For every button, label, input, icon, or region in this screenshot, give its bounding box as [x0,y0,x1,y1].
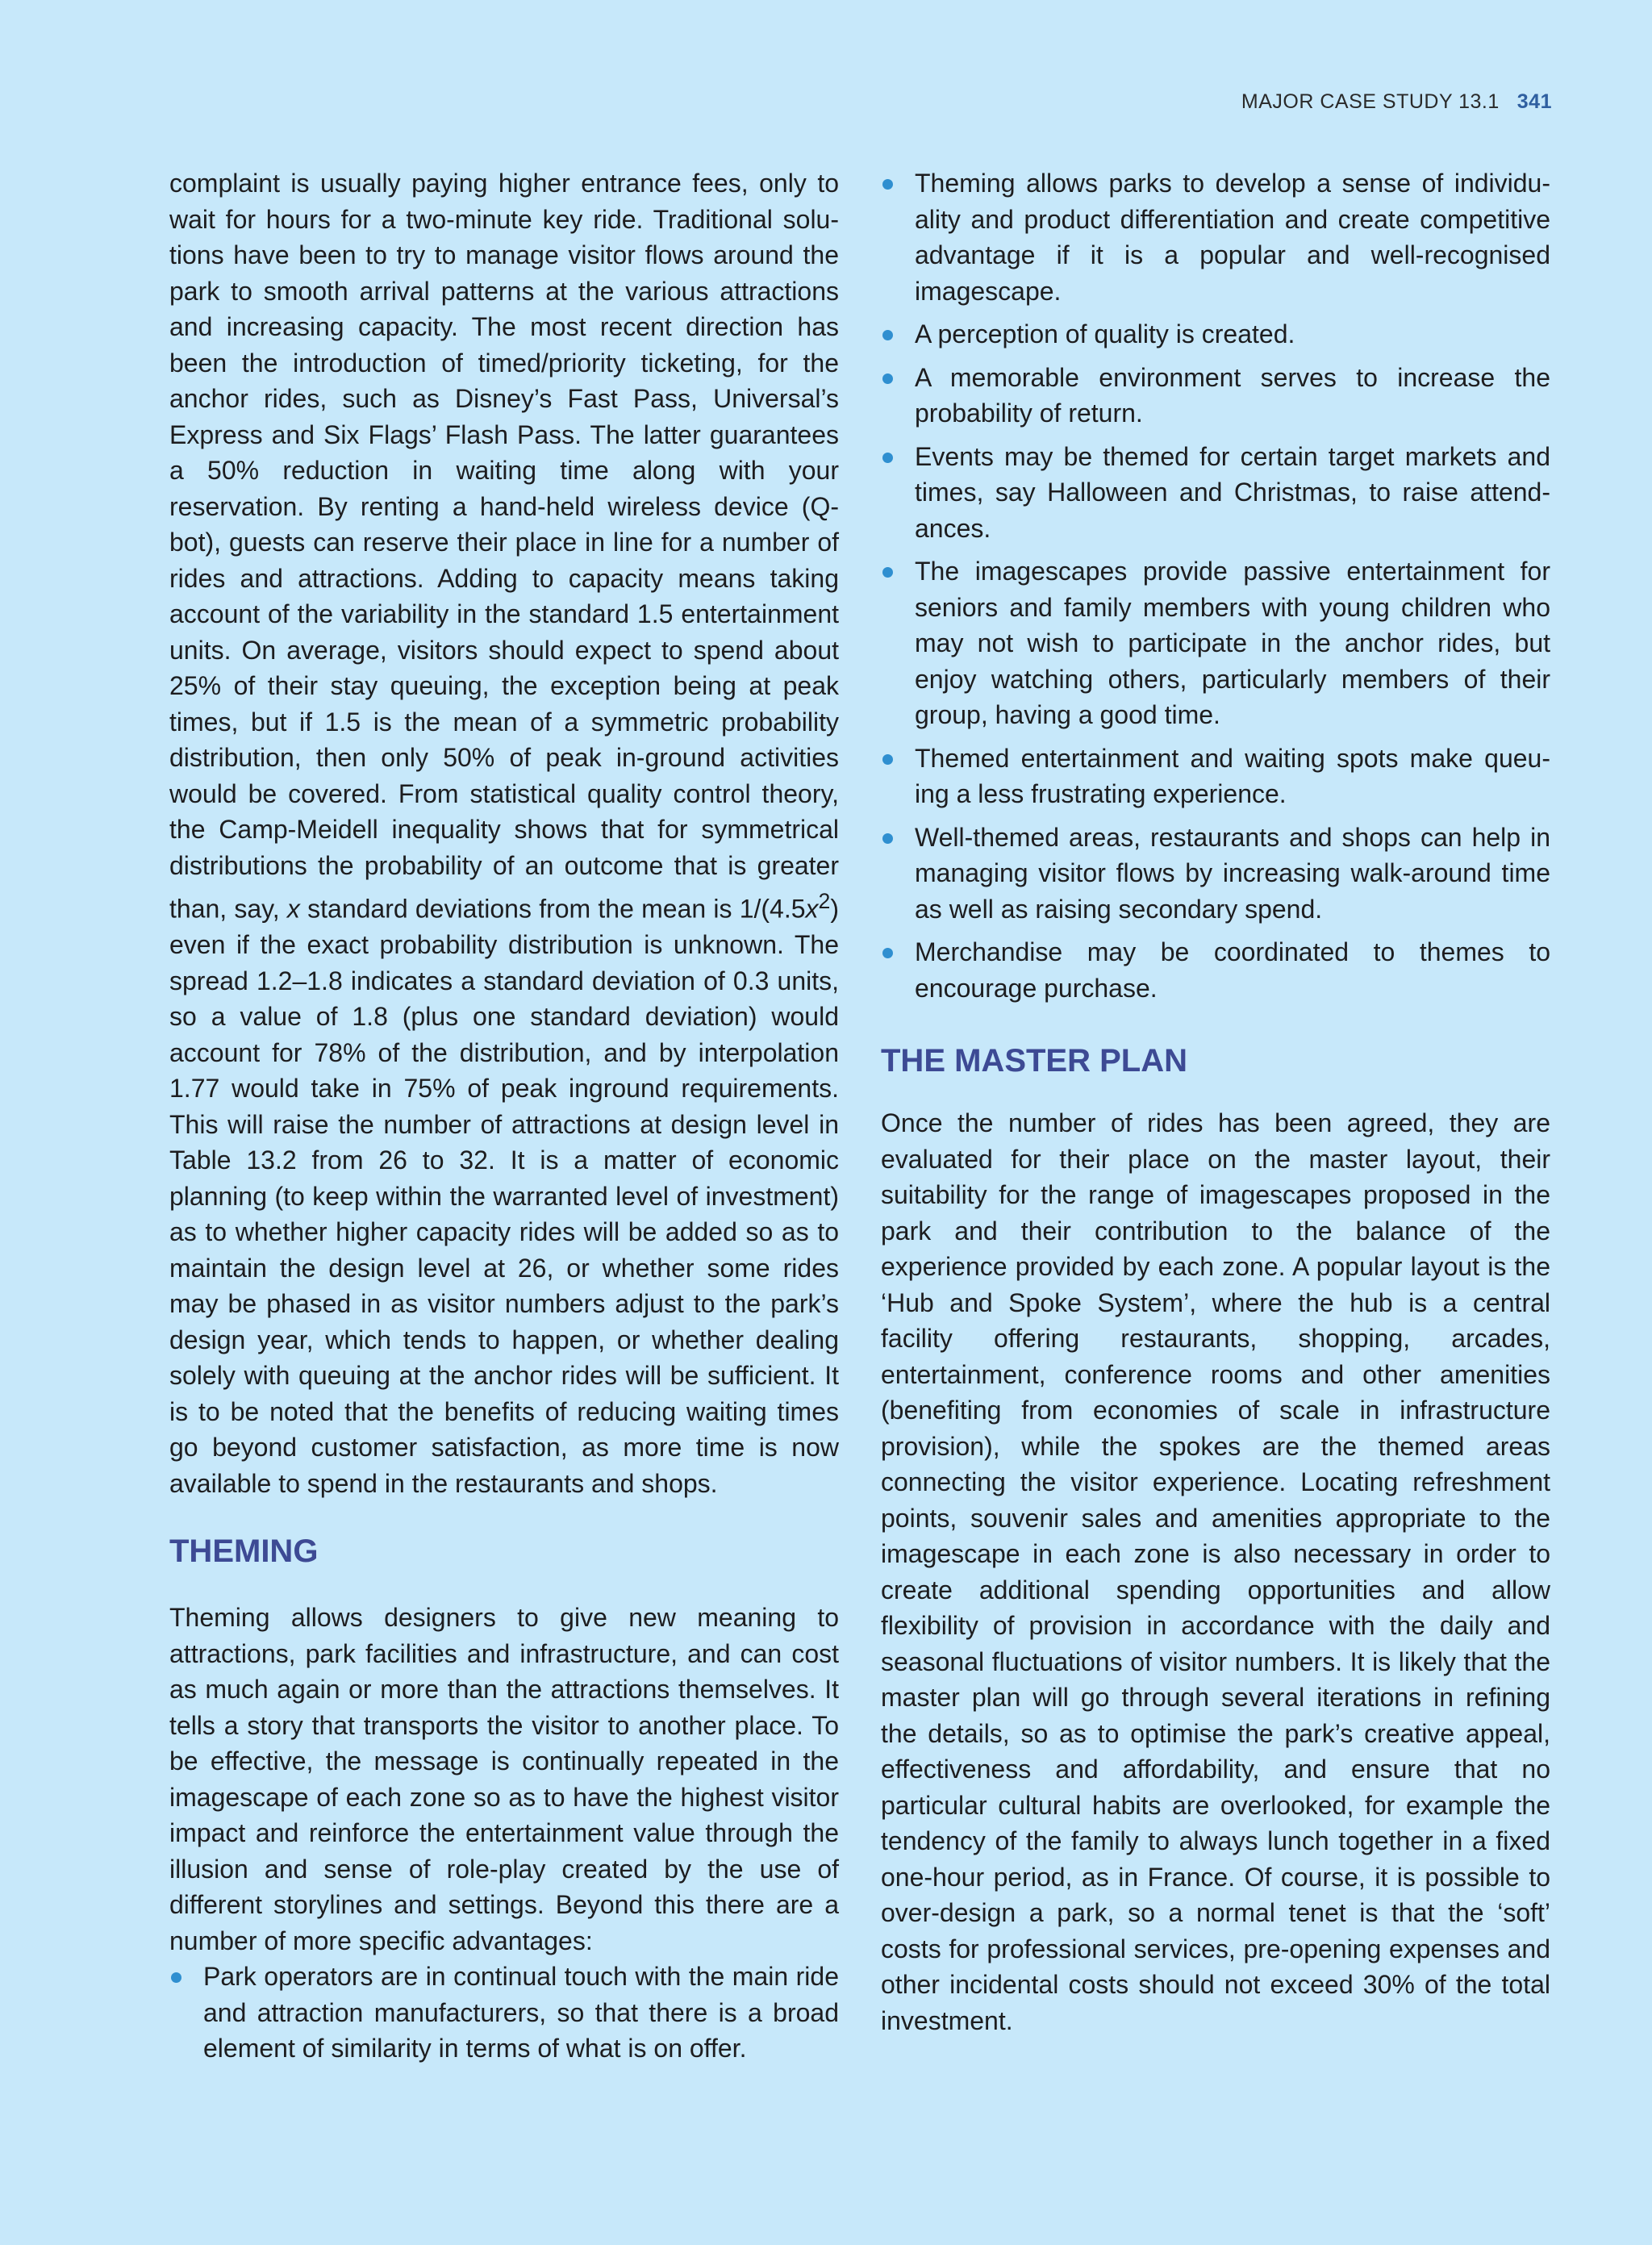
bullet-item: A perception of quality is created. [881,316,1550,353]
theming-heading: THEMING [169,1534,319,1570]
bullet-item: Merchandise may be coordinated to themes to encourage purchase. [881,934,1550,1006]
variable-x-squared: x [805,894,819,924]
bullet-item: A memorable environment serves to increase the probability of return. [881,360,1550,432]
bullet-item: Well-themed areas, restaurants and shops can help in managing visitor flows by increasing walk-around time as well as raising secondary spend. [881,820,1550,928]
bullet-item: Theming allows parks to develop a sense of individuality and product differentiation and create competitive advantage if it is a popular and well-recognised imagescape. [881,165,1550,309]
case-study-label: MAJOR CASE STUDY 13.1 [1241,90,1500,113]
page-number: 341 [1516,90,1552,113]
running-header [1241,90,1552,114]
theming-advantages-list-right [881,165,1550,1006]
bullet-item: Park operators are in continual touch with the main ride and attraction manufacturers, so that there is a broad element of similarity in terms of what is on offer. [169,1959,839,2067]
theming-paragraph: Theming allows designers to give new meaning to attractions, park facilities and infrastructure, and can cost as much again or more than the attractions themselves. It tells a story that transports the visitor to another place. To be effective, the message is continually repeated in the imagescape of each zone so as to have the highest visitor impact and reinforce the entertainment value through the illusion and sense of role-play created by the use of different storylines and settings. Beyond this there are a number of more specific advantages: [169,1603,839,1955]
bullet-item: The imagescapes provide passive entertainment for seniors and family members with young children who may not wish to participate in the anchor rides, but enjoy watching others, particularly members of their group, having a good time. [881,553,1550,733]
bullet-item: Events may be themed for certain target markets and times, say Halloween and Christmas, to raise attendances. [881,439,1550,547]
intro-text-2: standard deviations from the mean is 1/(4.5 [307,894,806,924]
right-column [881,165,1550,2038]
intro-text-1: complaint is usually paying higher entrance fees, only to wait for hours for a two-minute key ride. Traditional solutions have been to try to manage visitor flows around the park to smooth arrival patterns at the various attractions and increasing capacity. The most recent direction has been the introduction of timed/priority ticketing, for the anchor rides, such as Disney’s Fast Pass, Universal’s Express and Six Flags’ Flash Pass. The latter guarantees a 50% reduction in waiting time along with your reservation. By renting a hand-held wireless device (Q-bot), guests can reserve their place in line for a number of rides and attractions. Adding to capacity means taking account of the variability in the standard 1.5 entertainment units. On average, visitors should expect to spend about 25% of their stay queuing, the exception being at peak times, but if 1.5 is the mean of a symmetric probability distribution, then only 50% of peak in-ground activities would be covered. From statistical quality control theory, the Camp-Meidell inequality shows that for symmetrical distributions the probability of an outcome that is greater than, say, [169,169,839,924]
intro-paragraph [169,165,839,1501]
variable-x: x [286,894,300,924]
bullet-item: Themed entertainment and waiting spots make queuing a less frustrating experience. [881,741,1550,812]
left-column [169,165,839,2074]
master-plan-paragraph: Once the number of rides has been agreed, they are evaluated for their place on the master layout, their suitability for the range of imagescapes proposed in the park and their contribution to the balance of the experience provided by each zone. A popular layout is the ‘Hub and Spoke System’, where the hub is a central facility offering restaurants, shopping, arcades, entertainment, conference rooms and other amenities (benefiting from economies of scale in infrastructure provision), while the spokes are the themed areas connecting the visitor experience. Locating refreshment points, souvenir sales and amenities appropriate to the imagescape in each zone is also necessary in order to create additional spending opportunities and allow flexibility of provision in accordance with the daily and seasonal fluctuations of visitor numbers. It is likely that the master plan will go through several iterations in refining the details, so as to optimise the park’s creative appeal, effectiveness and affordability, and ensure that no particular cultural habits are overlooked, for example the tendency of the family to always lunch together in a fixed one-hour period, as in France. Of course, it is possible to over-design a park, so a normal tenet is that the ‘soft’ costs for professional services, pre-opening expenses and other incidental costs should not exceed 30% of the total investment. [881,1108,1550,2035]
master-plan-heading: THE MASTER PLAN [881,1043,1187,1079]
exponent-2: 2 [818,889,831,913]
intro-text-3: ) even if the exact probability distribution is unknown. The spread 1.2–1.8 indicates a standard deviation of 0.3 units, so a value of 1.8 (plus one standard deviation) would account for 78% of the distribution, and by interpolation 1.77 would take in 75% of peak inground requirements. This will raise the number of attractions at design level in Table 13.2 from 26 to 32. It is a matter of economic planning (to keep within the warranted level of investment) as to whether higher capacity rides will be added so as to maintain the design level at 26, or whether some rides may be phased in as visitor numbers adjust to the park’s design year, which tends to happen, or whether dealing solely with queuing at the anchor rides will be sufficient. It is to be noted that the benefits of reducing waiting times go beyond customer satisfaction, as more time is now available to spend in the restaurants and shops. [169,894,840,1498]
theming-advantages-list-left [169,1959,839,2067]
